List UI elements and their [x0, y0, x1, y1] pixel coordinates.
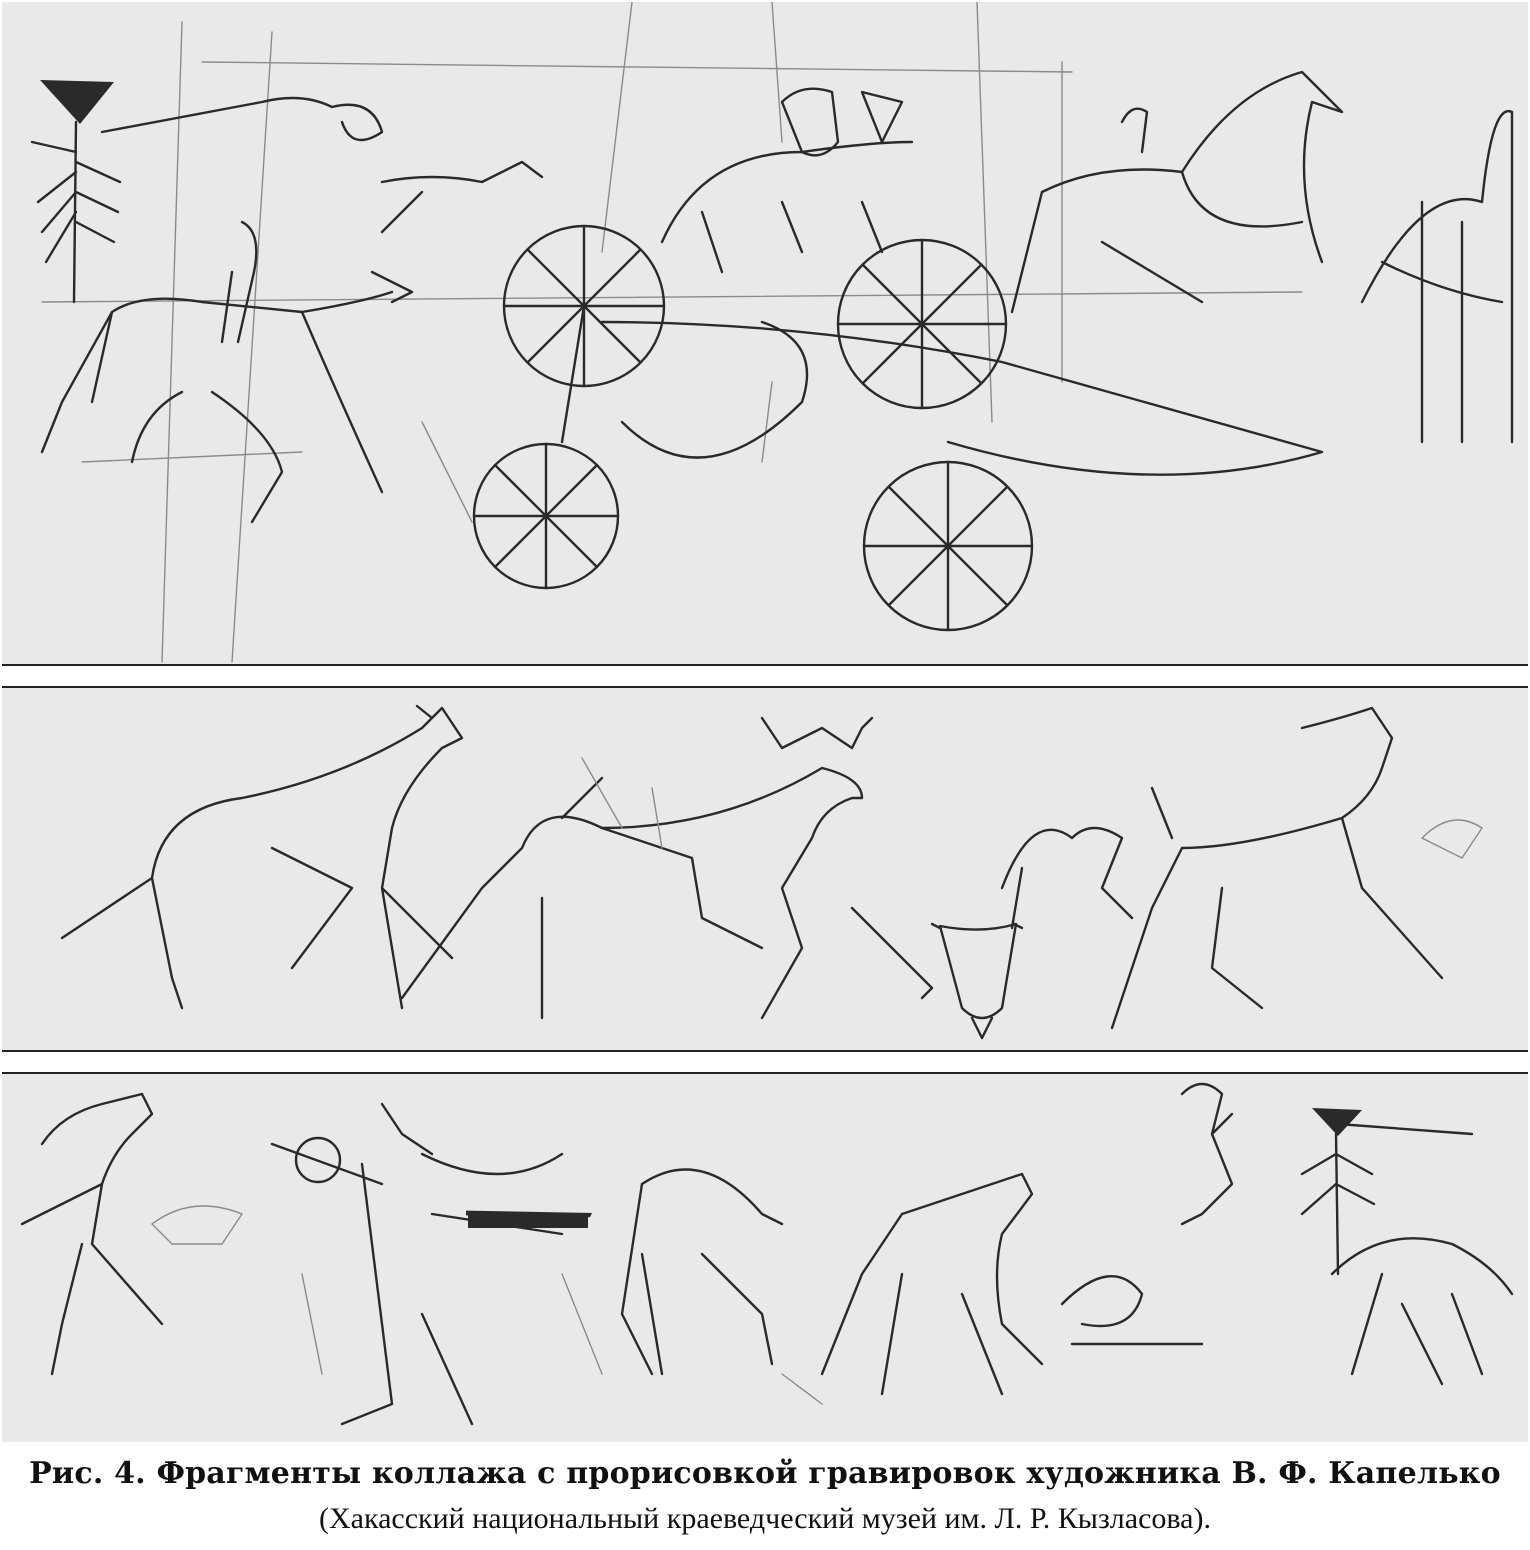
elk-center — [402, 718, 932, 1018]
engraving-fragment-3 — [2, 1074, 1528, 1442]
standard-figure-right — [1302, 1108, 1512, 1384]
human-figure — [1182, 1084, 1232, 1224]
hunter-with-circle — [272, 1104, 592, 1442]
divider-line-1 — [2, 664, 1528, 666]
standard-figure-left — [32, 80, 120, 302]
stag-right — [1112, 708, 1482, 1028]
cauldron — [932, 924, 1022, 1038]
elk-right — [822, 1174, 1202, 1394]
horse-middle — [622, 1169, 782, 1374]
horse-rider-left — [42, 98, 542, 522]
engraving-fragment-2 — [2, 688, 1528, 1050]
animal-far-right — [1362, 111, 1512, 442]
chariot-right — [602, 240, 1322, 630]
chariot-left — [474, 226, 807, 588]
divider-line-3 — [2, 1050, 1528, 1052]
deer-left — [62, 706, 462, 1008]
figure-caption-subtitle: (Хакасский национальный краеведческий музей им. Л. Р. Кызласова). — [318, 1502, 1211, 1535]
rider-center — [662, 89, 912, 272]
dog-small — [1002, 828, 1132, 928]
figure-caption-title: Рис. 4. Фрагменты коллажа с прорисовкой гравировок художника В. Ф. Капелько — [29, 1456, 1501, 1491]
stag-left — [22, 1094, 242, 1374]
engraving-fragment-1 — [2, 2, 1528, 664]
